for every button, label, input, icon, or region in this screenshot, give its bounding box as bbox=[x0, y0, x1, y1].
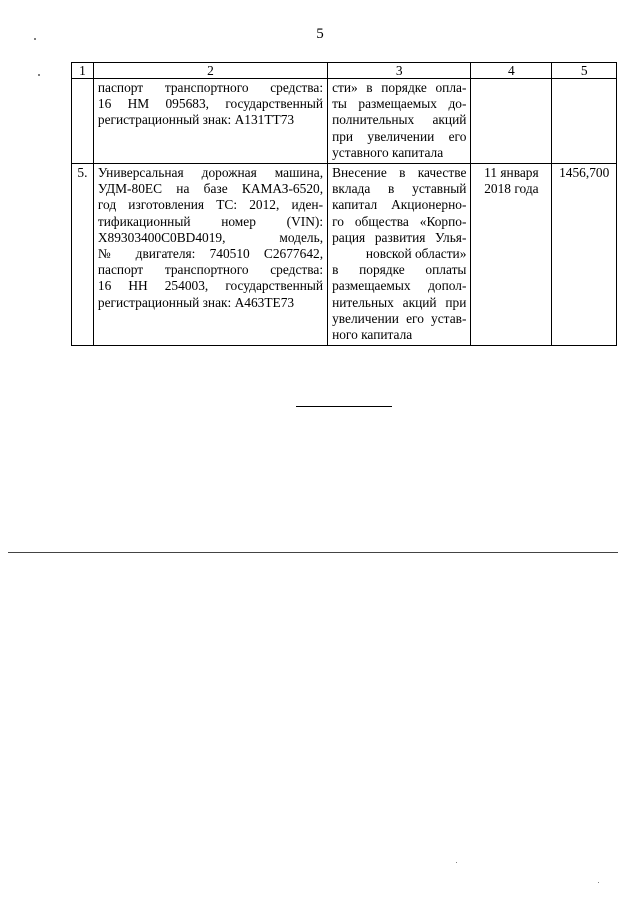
text-line: 16 НМ 095683, государственный bbox=[97, 96, 324, 112]
text-line: паспорт транспортного средства: bbox=[97, 262, 324, 278]
amount: 1456,700 bbox=[552, 164, 617, 346]
text-line: 16 НН 254003, государственный bbox=[97, 278, 324, 294]
text-line: ты размещаемых до- bbox=[332, 96, 467, 112]
text-line: новской области» bbox=[365, 246, 467, 262]
text-line: полнительных акций bbox=[332, 112, 467, 128]
text-line: регистрационный знак: А131ТТ73 bbox=[97, 112, 295, 128]
property-description bbox=[93, 164, 327, 346]
text-line: паспорт транспортного средства: bbox=[97, 80, 324, 95]
transfer-purpose bbox=[328, 164, 471, 346]
property-table bbox=[71, 62, 617, 346]
text-line: сти» в порядке опла- bbox=[332, 80, 467, 95]
text-line: Х89303400С0ВD4019, модель, bbox=[97, 229, 324, 245]
text-line: го общества «Корпо- bbox=[332, 213, 467, 229]
text-line: № двигателя: 740510 С2677642, bbox=[97, 246, 324, 262]
transfer-date bbox=[471, 164, 552, 346]
row-number: 5. bbox=[72, 164, 94, 346]
text-line: Внесение в качестве bbox=[332, 165, 467, 181]
text-line: в порядке оплаты bbox=[332, 262, 467, 278]
transfer-purpose bbox=[328, 79, 471, 164]
table-row bbox=[72, 79, 617, 164]
column-header: 5 bbox=[552, 63, 617, 79]
text-line: ного капитала bbox=[332, 327, 413, 343]
row-number bbox=[72, 79, 94, 164]
text-line: уставного капитала bbox=[332, 144, 444, 160]
transfer-date bbox=[471, 79, 552, 164]
scan-speck bbox=[456, 862, 457, 863]
scan-speck bbox=[598, 882, 599, 883]
text-line: при увеличении его bbox=[332, 128, 467, 144]
property-description bbox=[93, 79, 327, 164]
text-line: УДМ-80ЕС на базе КАМАЗ-6520, bbox=[97, 181, 324, 197]
column-header: 1 bbox=[72, 63, 94, 79]
column-header: 2 bbox=[93, 63, 327, 79]
text-line: рация развития Улья- bbox=[332, 229, 467, 245]
page-number: 5 bbox=[316, 26, 324, 42]
text-line: вклада в уставный bbox=[332, 181, 467, 197]
amount bbox=[552, 79, 617, 164]
text-line: капитал Акционерно- bbox=[332, 197, 467, 213]
text-line: год изготовления ТС: 2012, иден- bbox=[97, 197, 324, 213]
table-row bbox=[72, 164, 617, 346]
scan-speck bbox=[34, 38, 36, 40]
text-line: увеличении его устав- bbox=[332, 310, 467, 326]
text-line: тификационный номер (VIN): bbox=[97, 213, 324, 229]
end-of-table-rule bbox=[296, 406, 392, 407]
text-line: размещаемых допол- bbox=[332, 278, 467, 294]
text-line: Универсальная дорожная машина, bbox=[97, 165, 324, 181]
column-header: 3 bbox=[328, 63, 471, 79]
date-line: 2018 года bbox=[484, 181, 539, 197]
page-divider-line bbox=[8, 552, 618, 553]
table-header-row bbox=[72, 63, 617, 79]
scan-speck bbox=[38, 74, 40, 76]
text-line: регистрационный знак: А463ТЕ73 bbox=[97, 294, 295, 310]
column-header: 4 bbox=[471, 63, 552, 79]
date-line: 11 января bbox=[484, 165, 539, 181]
text-line: нительных акций при bbox=[332, 294, 467, 310]
